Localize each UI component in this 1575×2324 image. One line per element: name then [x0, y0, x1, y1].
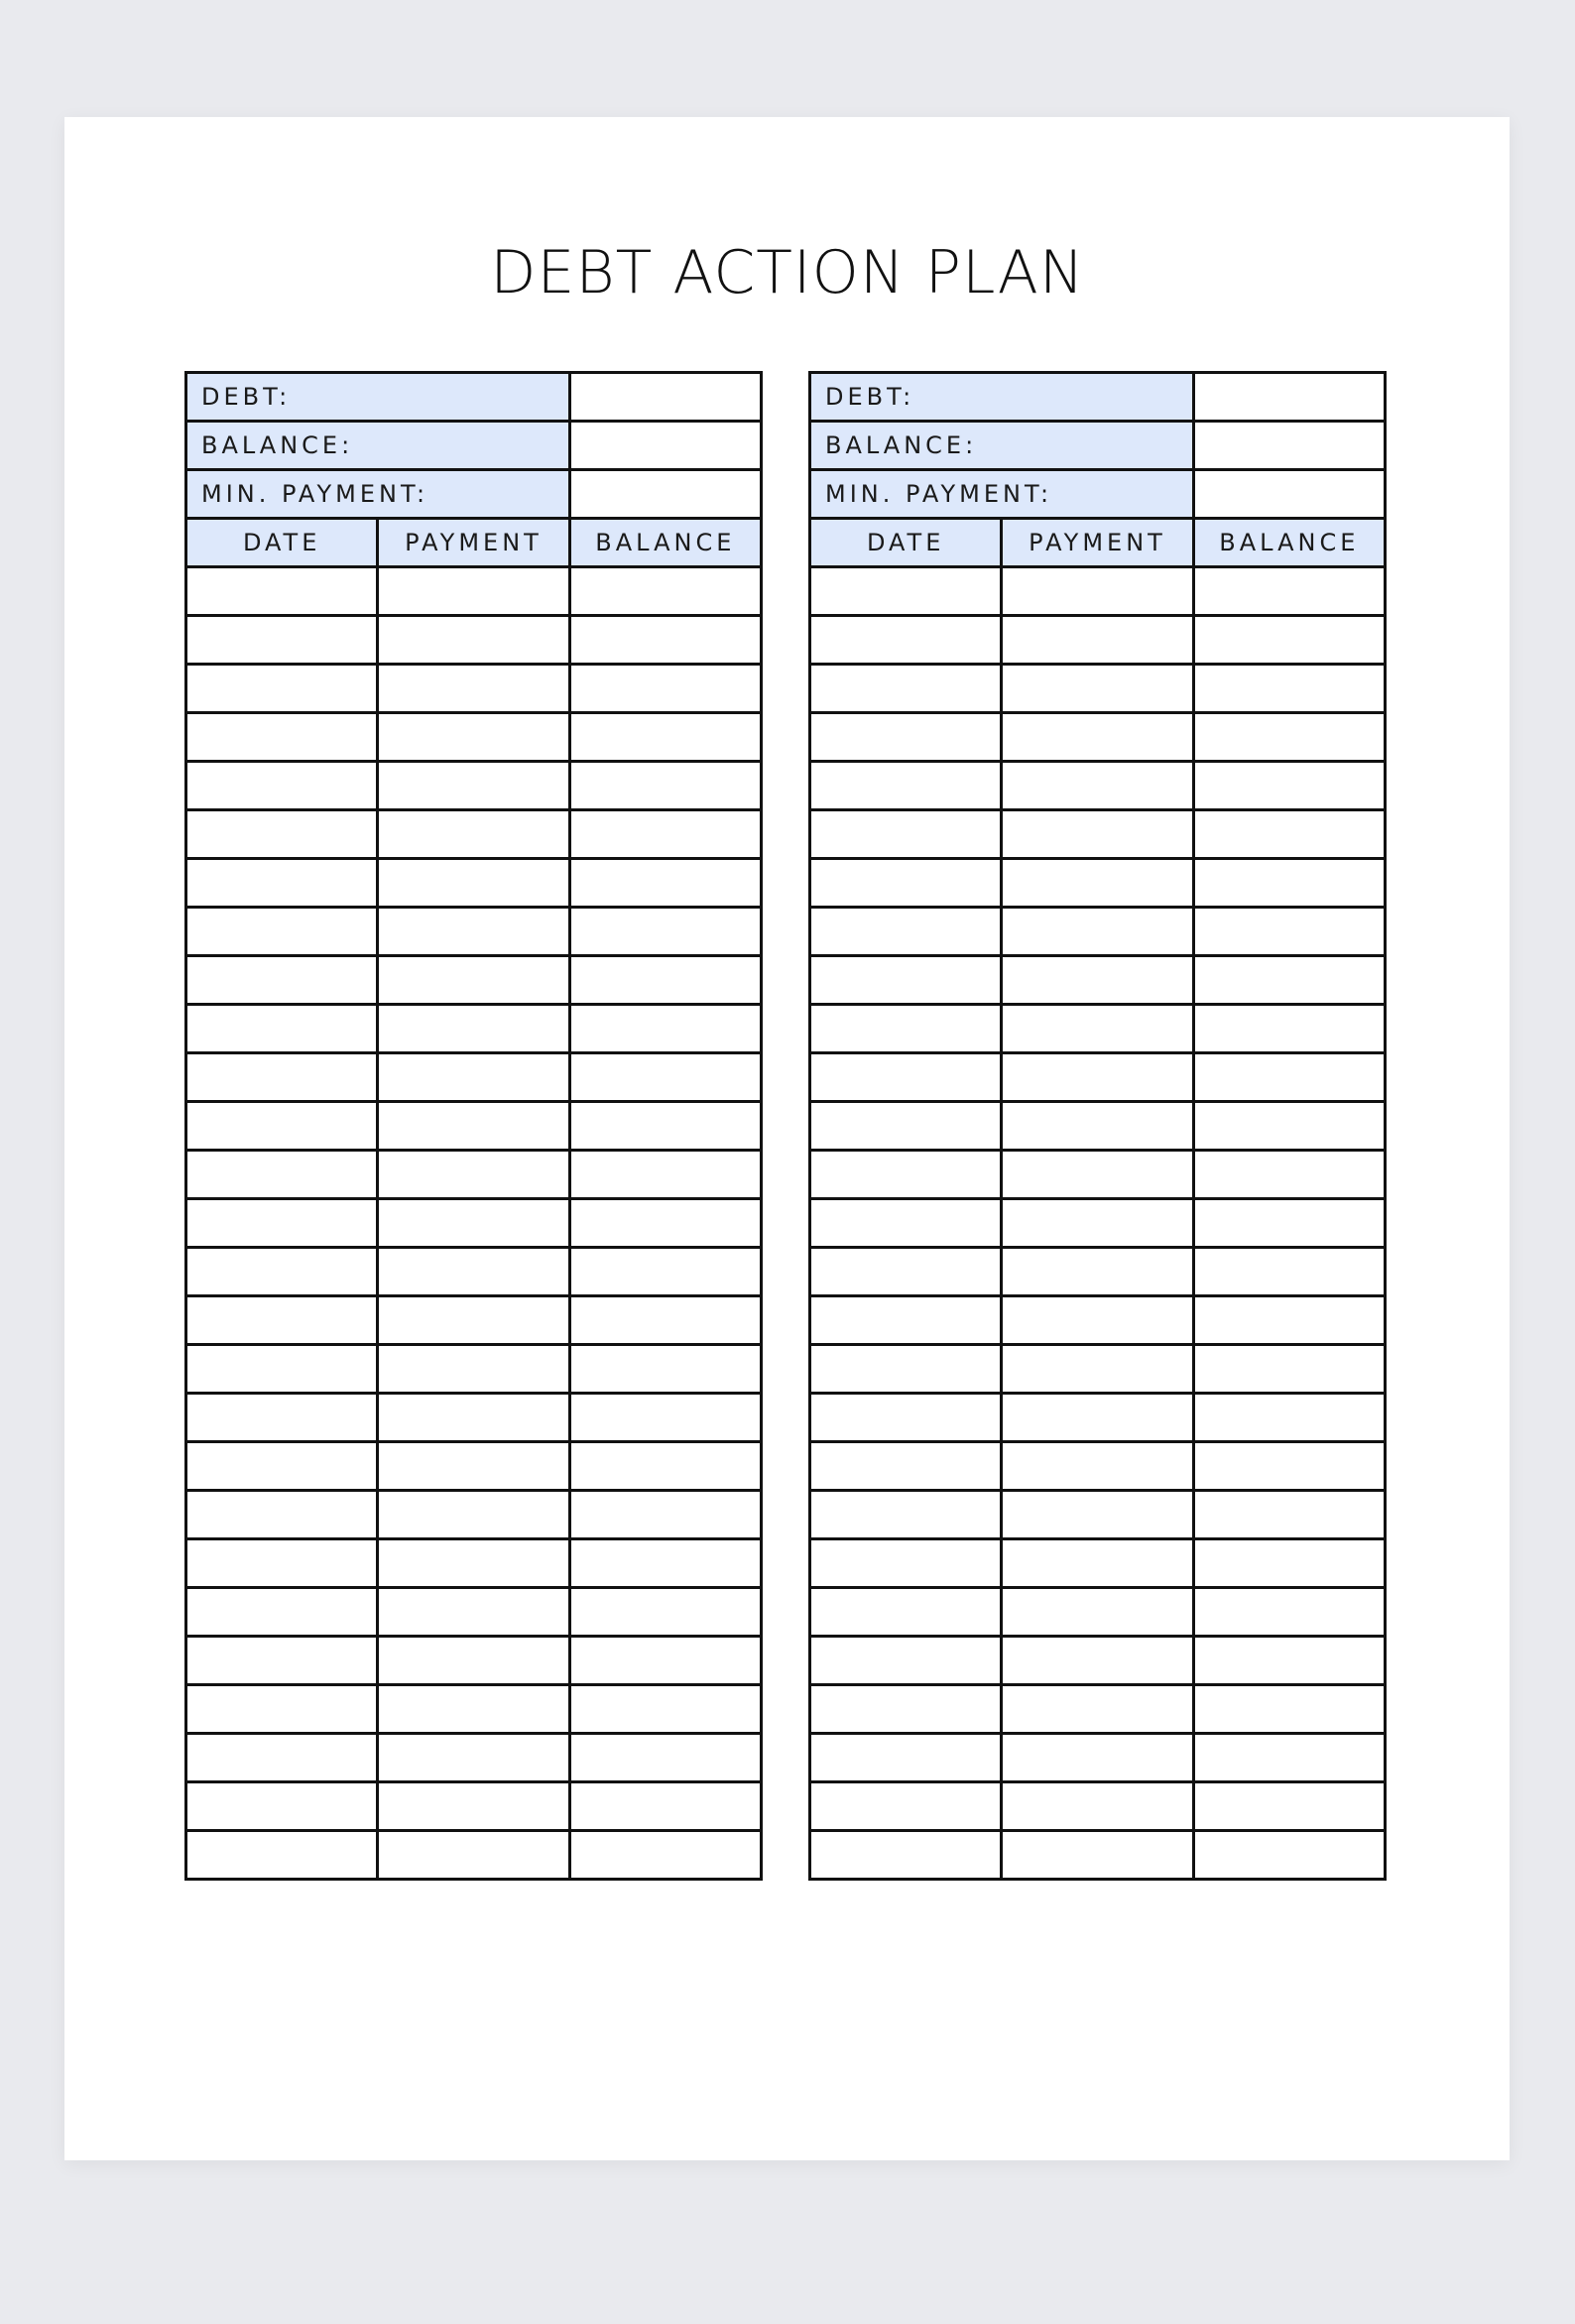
- entry-row: [810, 1248, 1386, 1296]
- field-value-min-payment[interactable]: [569, 470, 761, 519]
- entry-payment-cell[interactable]: [1002, 1296, 1193, 1345]
- entry-balance-cell[interactable]: [569, 1782, 761, 1831]
- entry-balance-cell[interactable]: [1193, 1151, 1385, 1199]
- entry-balance-cell[interactable]: [569, 810, 761, 859]
- entry-date-cell[interactable]: [186, 713, 378, 762]
- field-value-min-payment[interactable]: [1193, 470, 1385, 519]
- entry-date-cell[interactable]: [810, 1151, 1002, 1199]
- entry-row: [186, 713, 762, 762]
- entry-payment-cell[interactable]: [1002, 1005, 1193, 1053]
- entry-payment-cell[interactable]: [1002, 1151, 1193, 1199]
- entry-date-cell[interactable]: [810, 908, 1002, 956]
- entry-date-cell[interactable]: [810, 1394, 1002, 1442]
- entry-balance-cell[interactable]: [569, 1005, 761, 1053]
- entry-date-cell[interactable]: [186, 1491, 378, 1539]
- entry-row: [186, 1734, 762, 1782]
- entry-row: [810, 1734, 1386, 1782]
- entry-balance-cell[interactable]: [569, 762, 761, 810]
- entry-date-cell[interactable]: [186, 1248, 378, 1296]
- entry-date-cell[interactable]: [186, 1151, 378, 1199]
- entry-date-cell[interactable]: [810, 1685, 1002, 1734]
- entry-row: [810, 1102, 1386, 1151]
- entry-date-cell[interactable]: [186, 567, 378, 616]
- entry-date-cell[interactable]: [186, 956, 378, 1005]
- entry-row: [186, 810, 762, 859]
- entry-balance-cell[interactable]: [1193, 1199, 1385, 1248]
- entry-balance-cell[interactable]: [569, 1102, 761, 1151]
- field-label-min-payment: MIN. PAYMENT:: [186, 470, 570, 519]
- entry-balance-cell[interactable]: [569, 1637, 761, 1685]
- entry-payment-cell[interactable]: [1002, 1442, 1193, 1491]
- entry-row: [186, 1539, 762, 1588]
- entry-date-cell[interactable]: [186, 1539, 378, 1588]
- entry-date-cell[interactable]: [186, 1442, 378, 1491]
- entry-balance-cell[interactable]: [1193, 1296, 1385, 1345]
- entry-date-cell[interactable]: [186, 1102, 378, 1151]
- entry-balance-cell[interactable]: [569, 1345, 761, 1394]
- entry-balance-cell[interactable]: [1193, 1394, 1385, 1442]
- field-row-balance: [810, 422, 1386, 470]
- entry-payment-cell[interactable]: [378, 1539, 569, 1588]
- entry-date-cell[interactable]: [810, 616, 1002, 665]
- entry-row: [810, 1151, 1386, 1199]
- entry-date-cell[interactable]: [810, 1588, 1002, 1637]
- entry-date-cell[interactable]: [810, 810, 1002, 859]
- entry-balance-cell[interactable]: [1193, 1345, 1385, 1394]
- entry-balance-cell[interactable]: [1193, 1588, 1385, 1637]
- entry-balance-cell[interactable]: [569, 713, 761, 762]
- entry-payment-cell[interactable]: [378, 956, 569, 1005]
- entry-payment-cell[interactable]: [1002, 1491, 1193, 1539]
- entry-payment-cell[interactable]: [378, 1345, 569, 1394]
- entry-date-cell[interactable]: [186, 859, 378, 908]
- entry-date-cell[interactable]: [186, 1345, 378, 1394]
- entry-balance-cell[interactable]: [1193, 713, 1385, 762]
- entry-balance-cell[interactable]: [569, 956, 761, 1005]
- entry-balance-cell[interactable]: [1193, 1539, 1385, 1588]
- entry-payment-cell[interactable]: [1002, 810, 1193, 859]
- entry-date-cell[interactable]: [810, 1539, 1002, 1588]
- entry-payment-cell[interactable]: [378, 616, 569, 665]
- field-value-balance[interactable]: [1193, 422, 1385, 470]
- field-label-debt: DEBT:: [810, 373, 1194, 422]
- entry-row: [186, 1296, 762, 1345]
- entry-balance-cell[interactable]: [569, 1491, 761, 1539]
- entry-balance-cell[interactable]: [569, 1248, 761, 1296]
- entry-row: [186, 1151, 762, 1199]
- entry-payment-cell[interactable]: [1002, 1637, 1193, 1685]
- entry-row: [810, 1442, 1386, 1491]
- entry-payment-cell[interactable]: [1002, 1539, 1193, 1588]
- entry-balance-cell[interactable]: [1193, 1005, 1385, 1053]
- entry-row: [810, 713, 1386, 762]
- entry-payment-cell[interactable]: [378, 1394, 569, 1442]
- entry-row: [186, 1685, 762, 1734]
- field-row-debt: [810, 373, 1386, 422]
- entry-row: [810, 956, 1386, 1005]
- entry-payment-cell[interactable]: [378, 567, 569, 616]
- entry-payment-cell[interactable]: [378, 1151, 569, 1199]
- entry-date-cell[interactable]: [186, 1637, 378, 1685]
- entry-payment-cell[interactable]: [378, 1588, 569, 1637]
- entry-date-cell[interactable]: [186, 1831, 378, 1880]
- entry-date-cell[interactable]: [186, 810, 378, 859]
- entry-date-cell[interactable]: [810, 1734, 1002, 1782]
- entry-row: [810, 567, 1386, 616]
- entry-date-cell[interactable]: [186, 1588, 378, 1637]
- entry-date-cell[interactable]: [186, 1394, 378, 1442]
- entry-date-cell[interactable]: [186, 1296, 378, 1345]
- column-header-row: [186, 519, 762, 567]
- field-value-debt[interactable]: [1193, 373, 1385, 422]
- entry-date-cell[interactable]: [810, 762, 1002, 810]
- entry-balance-cell[interactable]: [569, 1588, 761, 1637]
- entry-row: [810, 810, 1386, 859]
- entry-balance-cell[interactable]: [1193, 956, 1385, 1005]
- entry-balance-cell[interactable]: [1193, 1685, 1385, 1734]
- entry-balance-cell[interactable]: [1193, 1831, 1385, 1880]
- debt-table-body: [186, 373, 762, 1880]
- entry-row: [810, 665, 1386, 713]
- entry-payment-cell[interactable]: [1002, 567, 1193, 616]
- entry-balance-cell[interactable]: [569, 908, 761, 956]
- entry-balance-cell[interactable]: [1193, 762, 1385, 810]
- entry-row: [186, 956, 762, 1005]
- debt-table-right: [808, 371, 1387, 1881]
- entry-date-cell[interactable]: [810, 1199, 1002, 1248]
- entry-row: [810, 1296, 1386, 1345]
- entry-payment-cell[interactable]: [1002, 1734, 1193, 1782]
- field-row-balance: [186, 422, 762, 470]
- entry-balance-cell[interactable]: [569, 1151, 761, 1199]
- column-header-balance: BALANCE: [1193, 519, 1385, 567]
- entry-payment-cell[interactable]: [378, 810, 569, 859]
- entry-date-cell[interactable]: [810, 859, 1002, 908]
- entry-date-cell[interactable]: [186, 665, 378, 713]
- field-value-balance[interactable]: [569, 422, 761, 470]
- entry-payment-cell[interactable]: [1002, 908, 1193, 956]
- field-label-debt: DEBT:: [186, 373, 570, 422]
- entry-payment-cell[interactable]: [378, 859, 569, 908]
- entry-balance-cell[interactable]: [1193, 1102, 1385, 1151]
- entry-date-cell[interactable]: [810, 1491, 1002, 1539]
- debt-table-left: [184, 371, 763, 1881]
- entry-row: [810, 859, 1386, 908]
- entry-date-cell[interactable]: [186, 1005, 378, 1053]
- entry-row: [810, 1685, 1386, 1734]
- entry-row: [186, 616, 762, 665]
- entry-payment-cell[interactable]: [1002, 1588, 1193, 1637]
- entry-balance-cell[interactable]: [1193, 810, 1385, 859]
- entry-payment-cell[interactable]: [378, 908, 569, 956]
- entry-row: [186, 1637, 762, 1685]
- column-header-row: [810, 519, 1386, 567]
- field-label-balance: BALANCE:: [186, 422, 570, 470]
- entry-row: [810, 762, 1386, 810]
- entry-row: [186, 1248, 762, 1296]
- entry-payment-cell[interactable]: [1002, 956, 1193, 1005]
- column-header-payment: PAYMENT: [378, 519, 569, 567]
- entry-balance-cell[interactable]: [1193, 1442, 1385, 1491]
- entry-payment-cell[interactable]: [1002, 713, 1193, 762]
- entry-balance-cell[interactable]: [569, 1734, 761, 1782]
- entry-balance-cell[interactable]: [569, 1539, 761, 1588]
- entry-date-cell[interactable]: [810, 1005, 1002, 1053]
- entry-payment-cell[interactable]: [378, 1782, 569, 1831]
- entry-date-cell[interactable]: [186, 1685, 378, 1734]
- entry-balance-cell[interactable]: [569, 616, 761, 665]
- entry-payment-cell[interactable]: [1002, 1831, 1193, 1880]
- entry-date-cell[interactable]: [810, 1248, 1002, 1296]
- entry-payment-cell[interactable]: [378, 1491, 569, 1539]
- entry-date-cell[interactable]: [810, 713, 1002, 762]
- entry-payment-cell[interactable]: [378, 1005, 569, 1053]
- entry-date-cell[interactable]: [186, 1199, 378, 1248]
- entry-row: [186, 1005, 762, 1053]
- entry-balance-cell[interactable]: [1193, 1053, 1385, 1102]
- entry-date-cell[interactable]: [810, 1053, 1002, 1102]
- entry-payment-cell[interactable]: [1002, 665, 1193, 713]
- entry-date-cell[interactable]: [186, 908, 378, 956]
- entry-payment-cell[interactable]: [1002, 1053, 1193, 1102]
- entry-row: [810, 1637, 1386, 1685]
- debt-table-body: [810, 373, 1386, 1880]
- entry-payment-cell[interactable]: [1002, 1248, 1193, 1296]
- entry-balance-cell[interactable]: [1193, 1637, 1385, 1685]
- entry-row: [186, 567, 762, 616]
- entry-balance-cell[interactable]: [1193, 1248, 1385, 1296]
- entry-balance-cell[interactable]: [1193, 1734, 1385, 1782]
- entry-balance-cell[interactable]: [569, 1394, 761, 1442]
- entry-balance-cell[interactable]: [569, 1442, 761, 1491]
- entry-payment-cell[interactable]: [1002, 1782, 1193, 1831]
- entry-row: [810, 1005, 1386, 1053]
- entry-row: [186, 762, 762, 810]
- entry-payment-cell[interactable]: [378, 1053, 569, 1102]
- entry-row: [810, 1345, 1386, 1394]
- entry-payment-cell[interactable]: [1002, 616, 1193, 665]
- entry-balance-cell[interactable]: [1193, 1782, 1385, 1831]
- entry-row: [810, 908, 1386, 956]
- entry-row: [810, 1491, 1386, 1539]
- entry-row: [810, 1199, 1386, 1248]
- field-row-min-payment: [810, 470, 1386, 519]
- entry-payment-cell[interactable]: [378, 1637, 569, 1685]
- entry-payment-cell[interactable]: [378, 1831, 569, 1880]
- entry-row: [810, 1588, 1386, 1637]
- entry-payment-cell[interactable]: [1002, 1685, 1193, 1734]
- entry-payment-cell[interactable]: [1002, 1199, 1193, 1248]
- entry-balance-cell[interactable]: [1193, 859, 1385, 908]
- field-value-debt[interactable]: [569, 373, 761, 422]
- entry-date-cell[interactable]: [810, 1442, 1002, 1491]
- entry-balance-cell[interactable]: [569, 859, 761, 908]
- field-label-balance: BALANCE:: [810, 422, 1194, 470]
- entry-payment-cell[interactable]: [378, 1199, 569, 1248]
- entry-date-cell[interactable]: [810, 956, 1002, 1005]
- entry-date-cell[interactable]: [810, 1637, 1002, 1685]
- entry-balance-cell[interactable]: [1193, 1491, 1385, 1539]
- entry-balance-cell[interactable]: [569, 1685, 761, 1734]
- entry-balance-cell[interactable]: [569, 665, 761, 713]
- entry-row: [186, 859, 762, 908]
- entry-date-cell[interactable]: [186, 1053, 378, 1102]
- entry-balance-cell[interactable]: [1193, 665, 1385, 713]
- entry-row: [810, 1539, 1386, 1588]
- page-title: DEBT ACTION PLAN: [490, 238, 1085, 307]
- entry-row: [186, 1102, 762, 1151]
- column-header-date: DATE: [186, 519, 378, 567]
- entry-date-cell[interactable]: [810, 665, 1002, 713]
- entry-row: [186, 1053, 762, 1102]
- entry-row: [186, 1491, 762, 1539]
- field-label-min-payment: MIN. PAYMENT:: [810, 470, 1194, 519]
- entry-date-cell[interactable]: [186, 1782, 378, 1831]
- entry-row: [810, 1831, 1386, 1880]
- column-header-balance: BALANCE: [569, 519, 761, 567]
- entry-row: [186, 1394, 762, 1442]
- entry-payment-cell[interactable]: [1002, 1345, 1193, 1394]
- field-row-min-payment: [186, 470, 762, 519]
- entry-date-cell[interactable]: [810, 1782, 1002, 1831]
- column-header-date: DATE: [810, 519, 1002, 567]
- entry-payment-cell[interactable]: [378, 1685, 569, 1734]
- entry-row: [186, 1782, 762, 1831]
- entry-balance-cell[interactable]: [1193, 567, 1385, 616]
- entry-row: [186, 1588, 762, 1637]
- column-header-payment: PAYMENT: [1002, 519, 1193, 567]
- entry-balance-cell[interactable]: [569, 1053, 761, 1102]
- entry-date-cell[interactable]: [186, 1734, 378, 1782]
- entry-date-cell[interactable]: [186, 616, 378, 665]
- entry-date-cell[interactable]: [810, 1831, 1002, 1880]
- entry-row: [186, 908, 762, 956]
- entry-payment-cell[interactable]: [1002, 762, 1193, 810]
- entry-row: [186, 665, 762, 713]
- entry-balance-cell[interactable]: [1193, 908, 1385, 956]
- entry-balance-cell[interactable]: [1193, 616, 1385, 665]
- field-row-debt: [186, 373, 762, 422]
- entry-payment-cell[interactable]: [1002, 1394, 1193, 1442]
- entry-payment-cell[interactable]: [1002, 859, 1193, 908]
- entry-row: [810, 1053, 1386, 1102]
- entry-payment-cell[interactable]: [378, 1734, 569, 1782]
- entry-payment-cell[interactable]: [1002, 1102, 1193, 1151]
- entry-row: [186, 1345, 762, 1394]
- entry-payment-cell[interactable]: [378, 1248, 569, 1296]
- entry-balance-cell[interactable]: [569, 1831, 761, 1880]
- entry-date-cell[interactable]: [810, 1345, 1002, 1394]
- entry-payment-cell[interactable]: [378, 762, 569, 810]
- entry-row: [186, 1199, 762, 1248]
- entry-date-cell[interactable]: [186, 762, 378, 810]
- entry-row: [810, 1394, 1386, 1442]
- entry-row: [186, 1831, 762, 1880]
- entry-payment-cell[interactable]: [378, 713, 569, 762]
- entry-payment-cell[interactable]: [378, 1102, 569, 1151]
- entry-row: [810, 616, 1386, 665]
- entry-payment-cell[interactable]: [378, 1442, 569, 1491]
- entry-balance-cell[interactable]: [569, 1296, 761, 1345]
- entry-payment-cell[interactable]: [378, 1296, 569, 1345]
- entry-date-cell[interactable]: [810, 1102, 1002, 1151]
- entry-payment-cell[interactable]: [378, 665, 569, 713]
- entry-row: [186, 1442, 762, 1491]
- entry-date-cell[interactable]: [810, 1296, 1002, 1345]
- entry-row: [810, 1782, 1386, 1831]
- entry-balance-cell[interactable]: [569, 567, 761, 616]
- entry-balance-cell[interactable]: [569, 1199, 761, 1248]
- entry-date-cell[interactable]: [810, 567, 1002, 616]
